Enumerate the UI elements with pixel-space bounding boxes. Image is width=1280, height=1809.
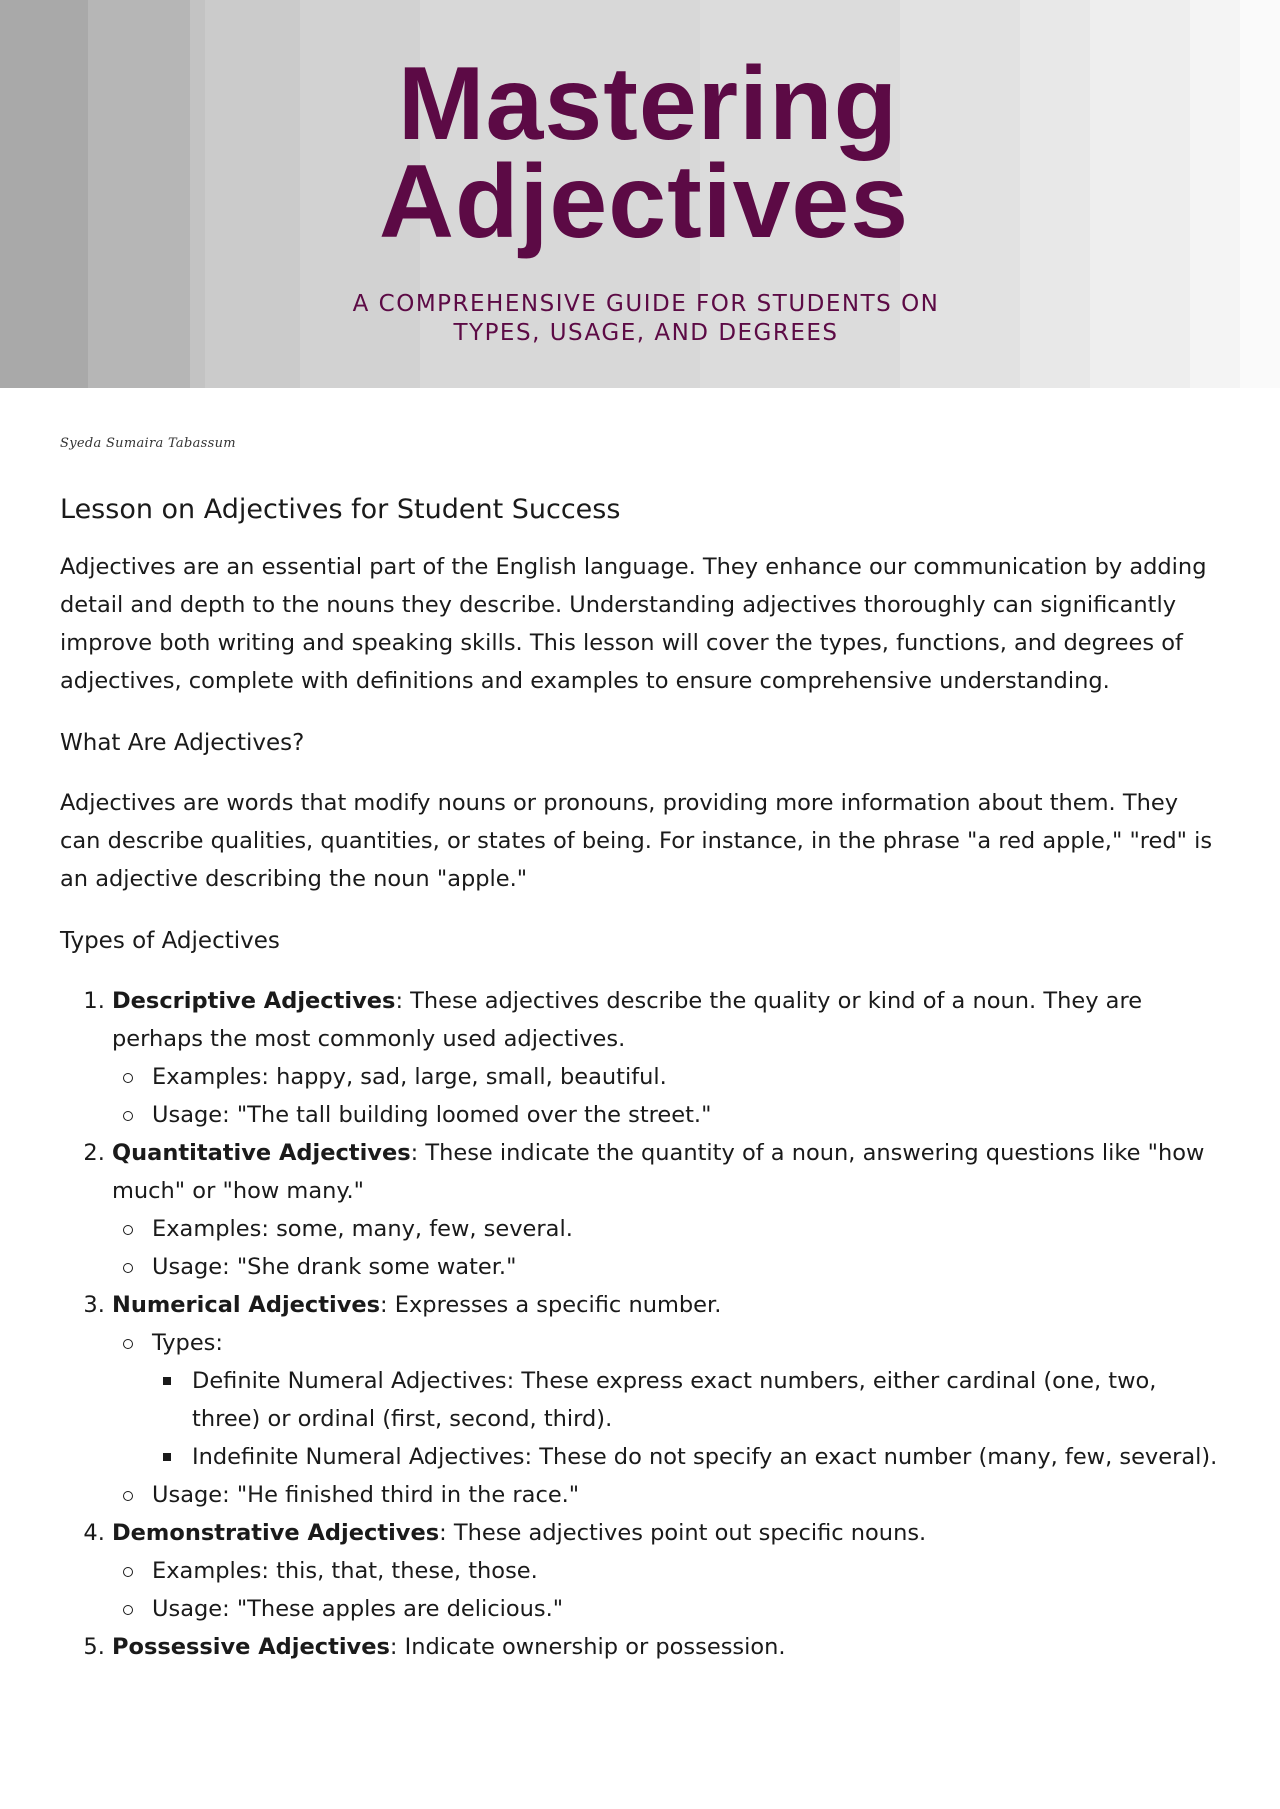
section-heading-types: Types of Adjectives [60,928,280,954]
subtitle-line-1: A COMPREHENSIVE GUIDE FOR STUDENTS ON [352,291,940,317]
type-name: Quantitative Adjectives [112,1140,411,1166]
examples-item: Examples: this, that, these, those. [152,1552,1220,1590]
examples-item: Examples: some, many, few, several. [152,1210,1220,1248]
subtitle-line-2: TYPES, USAGE, AND DEGREES [453,320,839,346]
sub-list [112,1324,1220,1514]
type-name: Possessive Adjectives [112,1634,390,1660]
type-description: : These adjectives describe the quality or kind of a noun. They are perhaps the most commonly used adjectives. [112,988,1143,1052]
list-item [112,1286,1220,1514]
section-heading-what: What Are Adjectives? [60,730,305,756]
title-line-1: Mastering [397,46,899,162]
type-name: Numerical Adjectives [112,1292,381,1318]
type-description: : Indicate ownership or possession. [389,1634,786,1660]
list-item [112,982,1220,1134]
types-list [60,982,1220,1666]
intro-paragraph: Adjectives are an essential part of the English language. They enhance our communication by adding detail and depth to the nouns they describe. Understanding adjectives thoroughly can significantly improve both writing and speaking skills. This lesson will cover the types, functions, and degrees of adjectives, complete with definitions and examples to ensure comprehensive understanding. [60,554,1207,694]
type-description: : These adjectives point out specific nouns. [439,1520,927,1546]
sub-list [112,1210,1220,1286]
types-label: Types: [152,1330,223,1356]
title-line-2: Adjectives [378,144,910,260]
numeral-types-list [152,1362,1220,1476]
lesson-content [60,490,1220,1666]
usage-item: Usage: "She drank some water." [152,1248,1220,1286]
usage-item: Usage: "He finished third in the race." [152,1476,1220,1514]
type-name: Demonstrative Adjectives [112,1520,440,1546]
usage-item: Usage: "These apples are delicious." [152,1590,1220,1628]
what-paragraph: Adjectives are words that modify nouns or pronouns, providing more information about them. They can describe qualities, quantities, or states of being. For instance, in the phrase "a red apple," "red" is an adjective describing the noun "apple." [60,790,1213,892]
numeral-type-item: Definite Numeral Adjectives: These express exact numbers, either cardinal (one, two, three) or ordinal (first, second, third). [192,1362,1220,1438]
list-item [112,1514,1220,1628]
subtitle [6,290,1280,348]
list-item [112,1134,1220,1286]
type-description: : These indicate the quantity of a noun, answering questions like "how much" or "how many." [112,1140,1205,1204]
types-item [152,1324,1220,1476]
sub-list [112,1058,1220,1134]
lesson-title: Lesson on Adjectives for Student Success [60,494,621,525]
type-description: : Expresses a specific number. [380,1292,722,1318]
author-signature: Syeda Sumaira Tabassum [60,436,236,451]
usage-item: Usage: "The tall building loomed over the street." [152,1096,1220,1134]
list-item [112,1628,1220,1666]
header-banner [0,0,1280,388]
type-name: Descriptive Adjectives [112,988,396,1014]
sub-list [112,1552,1220,1628]
numeral-type-item: Indefinite Numeral Adjectives: These do not specify an exact number (many, few, several). [192,1438,1220,1476]
examples-item: Examples: happy, sad, large, small, beautiful. [152,1058,1220,1096]
